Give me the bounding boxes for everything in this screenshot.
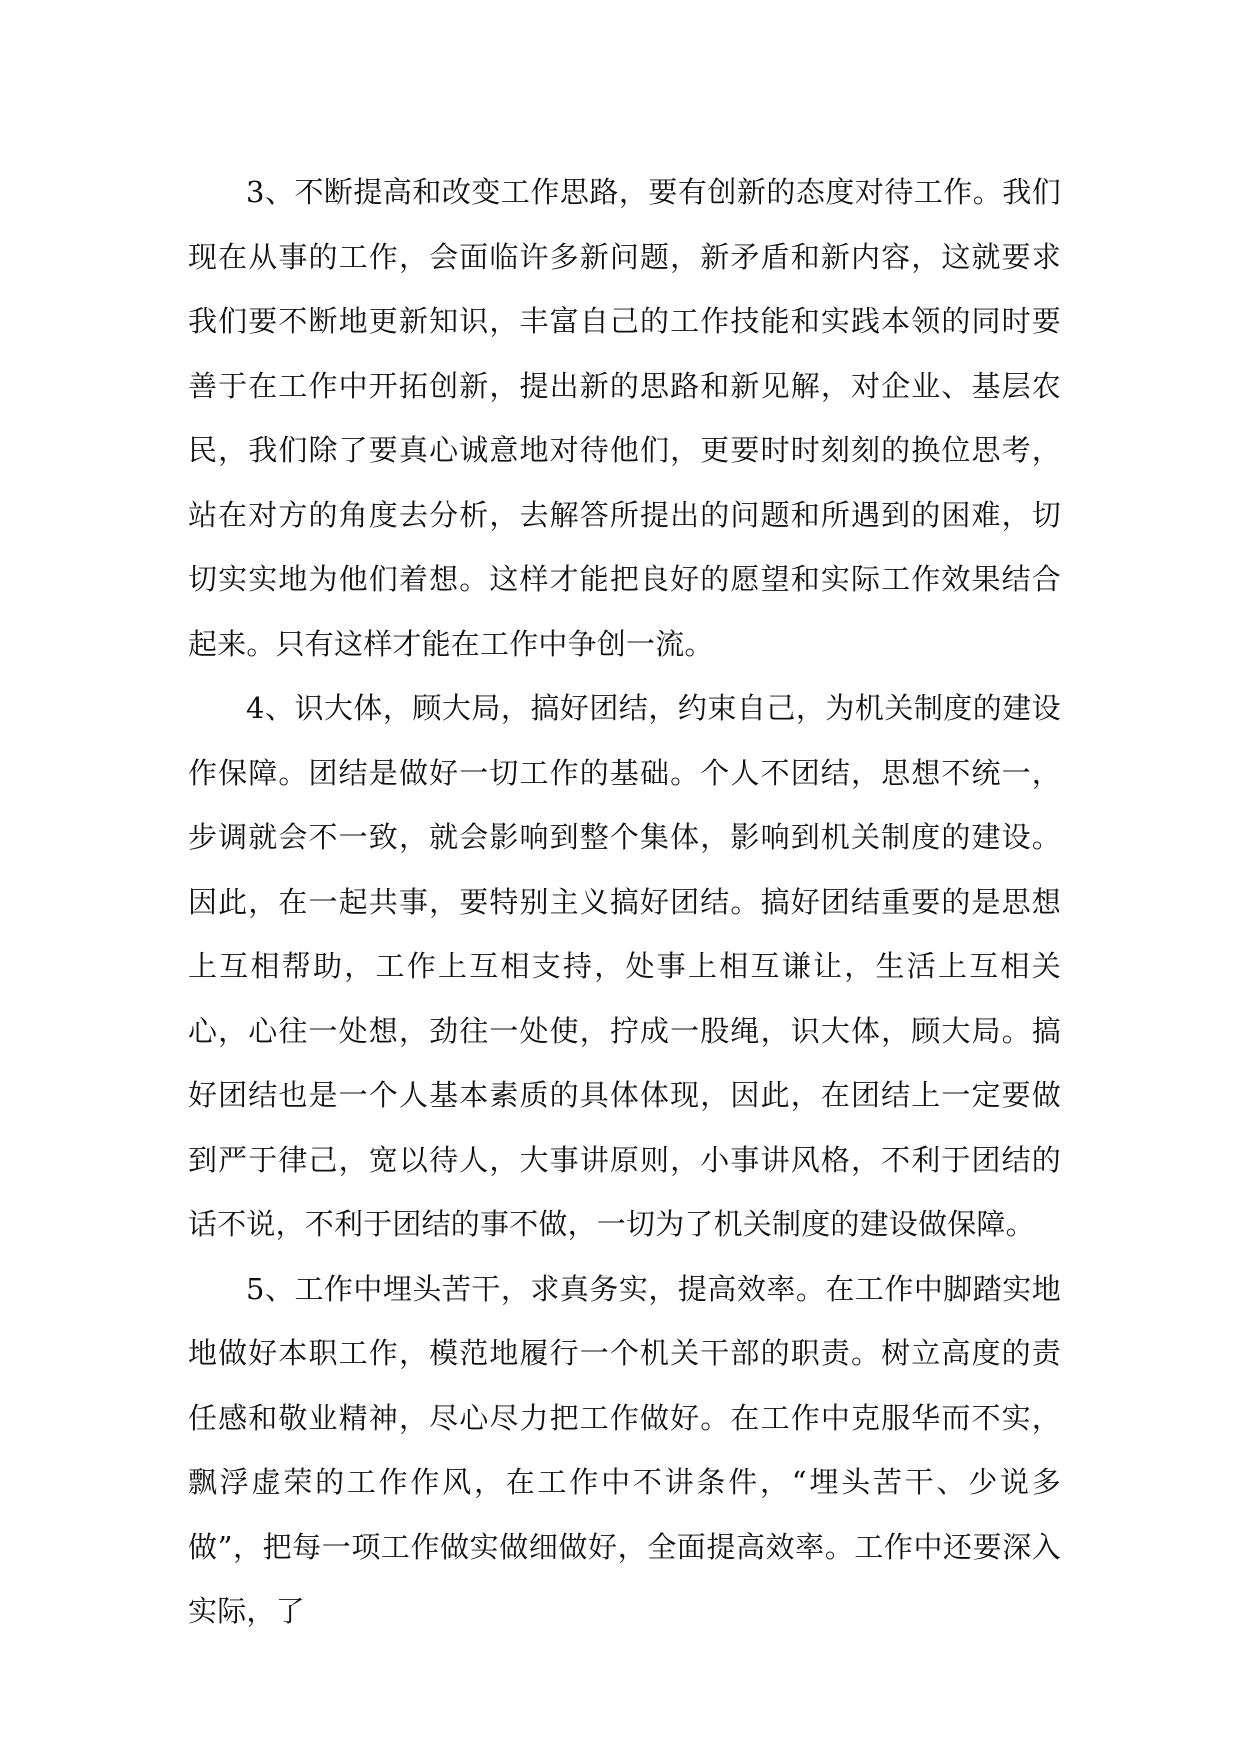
paragraph-5: 5、工作中埋头苦干，求真务实，提高效率。在工作中脚踏实地地做好本职工作，模范地履行一个机关干部的职责。树立高度的责任感和敬业精神，尽心尽力把工作做好。在工作中克服华而不实，飘浮虚荣的工作作风，在工作中不讲条件，“埋头苦干、少说多做”，把每一项工作做实做细做好，全面提高效率。工作中还要深入实际，了: [188, 1271, 1061, 1628]
paragraph-4: 4、识大体，顾大局，搞好团结，约束自己，为机关制度的建设作保障。团结是做好一切工作的基础。个人不团结，思想不统一，步调就会不一致，就会影响到整个集体，影响到机关制度的建设。因此，在一起共事，要特别主义搞好团结。搞好团结重要的是思想上互相帮助，工作上互相支持，处事上相互谦让，生活上互相关心，心往一处想，劲往一处使，拧成一股绳，识大体，顾大局。搞好团结也是一个人基本素质的具体体现，因此，在团结上一定要做到严于律己，宽以待人，大事讲原则，小事讲风格，不利于团结的话不说，不利于团结的事不做，一切为了机关制度的建设做保障。: [188, 691, 1061, 1241]
document-body: [188, 160, 1061, 1644]
paragraph-3: 3、不断提高和改变工作思路，要有创新的态度对待工作。我们现在从事的工作，会面临许多新问题，新矛盾和新内容，这就要求我们要不断地更新知识，丰富自己的工作技能和实践本领的同时要善于在工作中开拓创新，提出新的思路和新见解，对企业、基层农民，我们除了要真心诚意地对待他们，更要时时刻刻的换位思考，站在对方的角度去分析，去解答所提出的问题和所遇到的困难，切切实实地为他们着想。这样才能把良好的愿望和实际工作效果结合起来。只有这样才能在工作中争创一流。: [188, 175, 1061, 661]
